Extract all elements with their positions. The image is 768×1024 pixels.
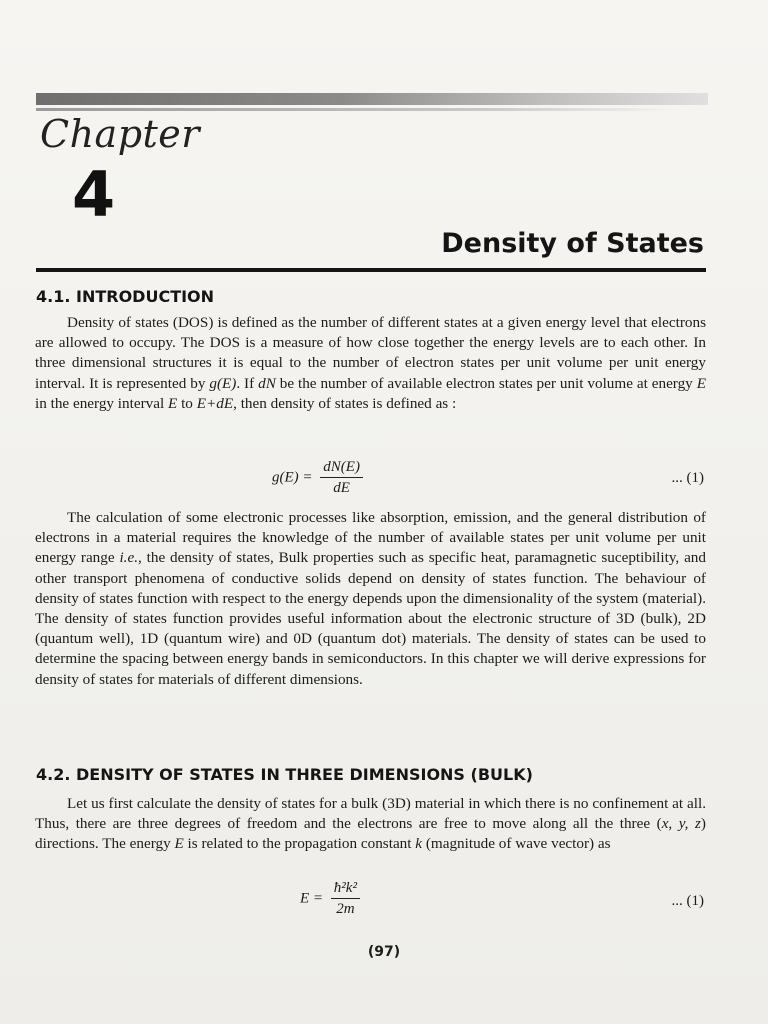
header-decorative-bar xyxy=(36,93,708,105)
section-heading-3d: 4.2. DENSITY OF STATES IN THREE DIMENSIONS (BULK) xyxy=(36,765,533,784)
section-heading-introduction: 4.1. INTRODUCTION xyxy=(36,287,215,306)
equation-1-label: ... (1) xyxy=(671,470,704,486)
chapter-title: Density of States xyxy=(441,228,704,259)
header-decorative-line xyxy=(36,108,676,111)
equation-1: g(E) = $\frac{dN(E)}{dE}$ xyxy=(272,459,363,497)
paragraph-bulk: Let us first calculate the density of states for a bulk (3D) material in which there is no confinement at all. Thus, there are three degrees of freedom and the electrons are free to move along all the three (x, y, z) directions. The energy E is related to the propagation constant k (magnitude of wave vector) as xyxy=(35,795,706,853)
chapter-label: Chapter xyxy=(40,112,200,156)
page-number: (97) xyxy=(367,944,401,960)
equation-2-label: ... (1) xyxy=(671,893,704,909)
title-rule xyxy=(36,268,706,272)
chapter-number: 4 xyxy=(72,158,116,231)
paragraph-calculation: The calculation of some electronic processes like absorption, emission, and the general distribution of electrons in a material requires the knowledge of the number of available states per unit volume per unit energy range i.e., the density of states, Bulk properties such as specific heat, paramagnetic suceptibility, and other transport phenomena of conductive solids depend on density of states function. The behaviour of density of states function with respect to the energy depends upon the dimensionality of the system (material). The density of states function provides useful information about the electronic structure of 3D (bulk), 2D (quantum well), 1D (quantum wire) and 0D (quantum dot) materials. The density of states can be used to determine the spacing between energy bands in semiconductors. In this chapter we will derive expressions for density of states for materials of different dimensions. xyxy=(35,509,706,688)
equation-2: E = $\frac{\text{ħ²k²}}{2m}$ xyxy=(300,880,360,918)
paragraph-intro: Density of states (DOS) is defined as the number of different states at a given energy level that electrons are allowed to occupy. The DOS is a measure of how close together the energy levels are to each other. In three dimensional structures it is equal to the number of electron states per unit volume per unit energy interval. It is represented by g(E). If dN be the number of available electron states per unit volume at energy E in the energy interval E to E+dE, then density of states is defined as : xyxy=(35,314,706,412)
